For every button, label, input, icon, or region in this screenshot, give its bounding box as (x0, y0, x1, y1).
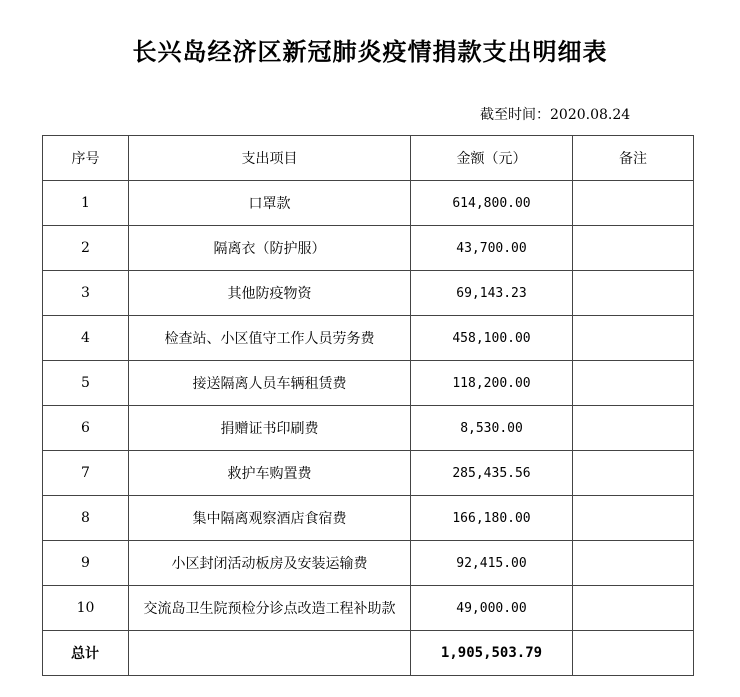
row-seq: 7 (43, 451, 129, 496)
row-item: 小区封闭活动板房及安装运输费 (129, 541, 411, 586)
row-item: 隔离衣（防护服） (129, 226, 411, 271)
row-note (573, 586, 694, 631)
total-note-empty (573, 631, 694, 676)
row-amount: 92,415.00 (411, 541, 573, 586)
header-note: 备注 (573, 136, 694, 181)
row-item: 检查站、小区值守工作人员劳务费 (129, 316, 411, 361)
row-item: 集中隔离观察酒店食宿费 (129, 496, 411, 541)
total-item-empty (129, 631, 411, 676)
row-seq: 2 (43, 226, 129, 271)
table-row (43, 181, 694, 226)
row-item: 捐赠证书印刷费 (129, 406, 411, 451)
table-row (43, 271, 694, 316)
table-row (43, 226, 694, 271)
row-amount: 43,700.00 (411, 226, 573, 271)
table-row (43, 586, 694, 631)
row-note (573, 181, 694, 226)
as-of-date: 截至时间：2020.08.24 (480, 107, 631, 123)
row-amount: 8,530.00 (411, 406, 573, 451)
table-row (43, 316, 694, 361)
header-amount: 金额（元） (411, 136, 573, 181)
row-item: 救护车购置费 (129, 451, 411, 496)
row-amount: 69,143.23 (411, 271, 573, 316)
row-item: 交流岛卫生院预检分诊点改造工程补助款 (129, 586, 411, 631)
row-seq: 8 (43, 496, 129, 541)
total-amount: 1,905,503.79 (411, 631, 573, 676)
row-amount: 118,200.00 (411, 361, 573, 406)
row-note (573, 541, 694, 586)
row-note (573, 316, 694, 361)
row-item: 口罩款 (129, 181, 411, 226)
row-seq: 6 (43, 406, 129, 451)
row-note (573, 451, 694, 496)
table-row (43, 406, 694, 451)
row-amount: 458,100.00 (411, 316, 573, 361)
row-note (573, 361, 694, 406)
row-seq: 9 (43, 541, 129, 586)
table-row (43, 541, 694, 586)
row-seq: 4 (43, 316, 129, 361)
table-row (43, 451, 694, 496)
table-row (43, 496, 694, 541)
expense-table (42, 135, 694, 676)
row-note (573, 226, 694, 271)
total-label: 总计 (43, 631, 129, 676)
row-amount: 614,800.00 (411, 181, 573, 226)
row-note (573, 406, 694, 451)
table-header-row (43, 136, 694, 181)
row-note (573, 271, 694, 316)
row-item: 其他防疫物资 (129, 271, 411, 316)
row-seq: 3 (43, 271, 129, 316)
header-item: 支出项目 (129, 136, 411, 181)
row-seq: 5 (43, 361, 129, 406)
row-amount: 285,435.56 (411, 451, 573, 496)
row-seq: 1 (43, 181, 129, 226)
total-row (43, 631, 694, 676)
page-title: 长兴岛经济区新冠肺炎疫情捐款支出明细表 (132, 38, 608, 66)
header-seq: 序号 (43, 136, 129, 181)
row-amount: 49,000.00 (411, 586, 573, 631)
row-note (573, 496, 694, 541)
row-item: 接送隔离人员车辆租赁费 (129, 361, 411, 406)
row-seq: 10 (43, 586, 129, 631)
table-row (43, 361, 694, 406)
row-amount: 166,180.00 (411, 496, 573, 541)
